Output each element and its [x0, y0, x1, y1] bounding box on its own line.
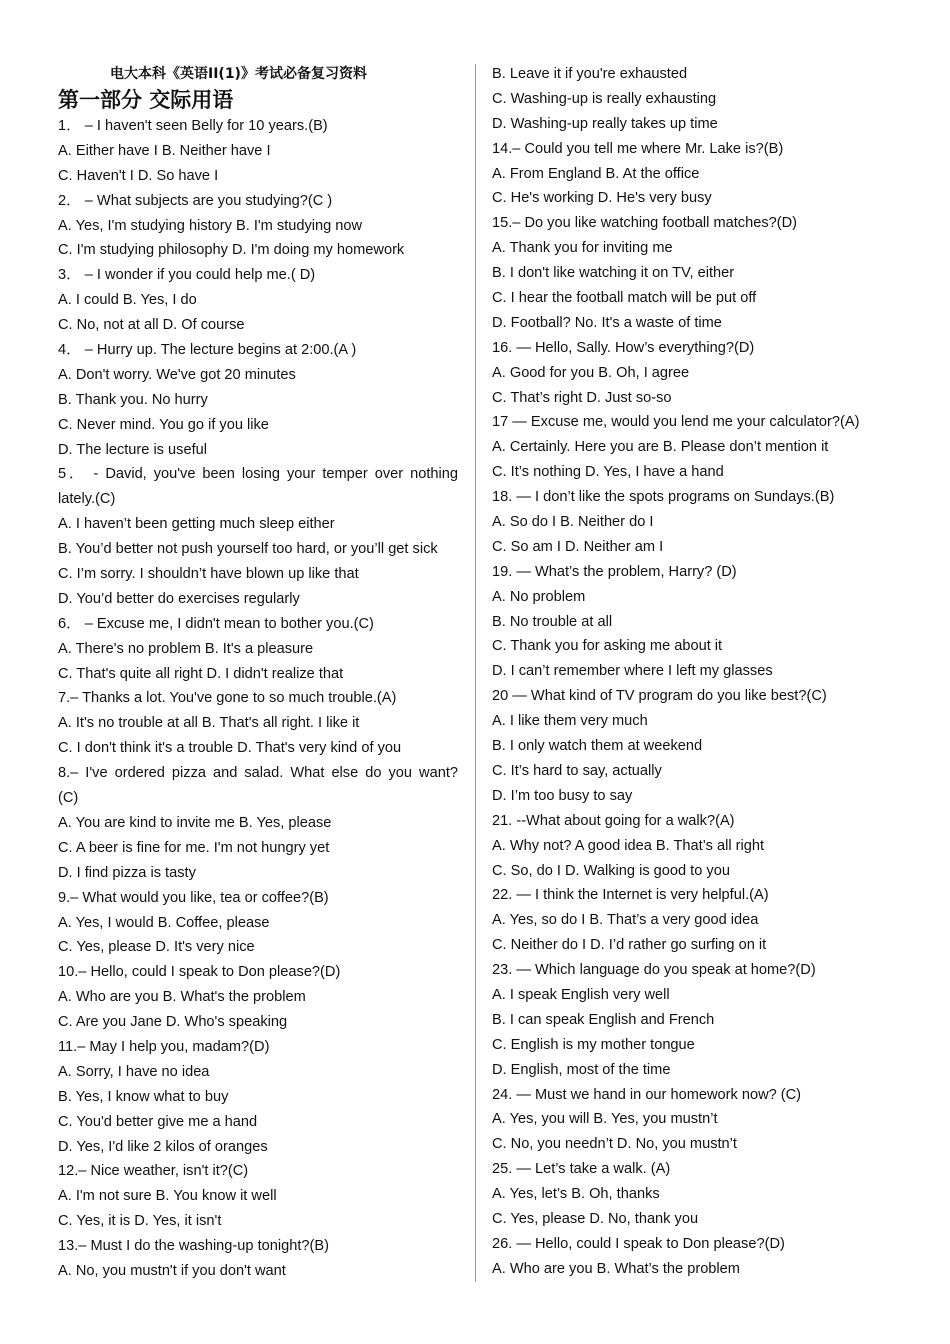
text-line: C. Washing-up is really exhausting: [492, 90, 717, 107]
text-line: C. English is my mother tongue: [492, 1036, 695, 1053]
text-line: A. I speak English very well: [492, 986, 670, 1003]
text-line: 19. — What’s the problem, Harry? (D): [492, 563, 737, 580]
text-line: 24. — Must we hand in our homework now? (C): [492, 1086, 802, 1103]
text-line: 13.– Must I do the washing-up tonight?(B): [58, 1238, 329, 1255]
text-line: B. I can speak English and French: [492, 1011, 715, 1028]
text-line: D. Washing-up really takes up time: [492, 115, 718, 132]
text-line: A. Don't worry. We've got 20 minutes: [58, 366, 296, 383]
text-line: 11.– May I help you, madam?(D): [58, 1038, 270, 1055]
text-line: 1． – I haven't seen Belly for 10 years.(B): [58, 118, 328, 134]
text-line: 17 — Excuse me, would you lend me your calculator?(A): [492, 414, 860, 431]
text-line: C. Are you Jane D. Who's speaking: [58, 1014, 288, 1031]
text-line: A. Why not? A good idea B. That’s all right: [492, 837, 765, 854]
text-line: D. I’m too busy to say: [492, 787, 633, 804]
text-line: 16. — Hello, Sally. How’s everything?(D): [492, 339, 755, 356]
text-line: C. Neither do I D. I’d rather go surfing on it: [492, 937, 767, 954]
text-line: A. So do I B. Neither do I: [492, 514, 654, 531]
text-line: 18. — I don’t like the spots programs on Sundays.(B): [492, 489, 835, 506]
text-line: 8.– I've ordered pizza and salad. What else do you want?: [58, 765, 458, 782]
text-line: A. Yes, let’s B. Oh, thanks: [492, 1186, 660, 1203]
text-line: B. Yes, I know what to buy: [58, 1088, 229, 1105]
text-line: A. Thank you for inviting me: [492, 240, 673, 257]
column-divider: [475, 64, 476, 1282]
text-line: B. I only watch them at weekend: [492, 738, 703, 755]
text-line: 9.– What would you like, tea or coffee?(B): [58, 889, 329, 906]
right-column: [492, 62, 892, 1282]
text-line: D. You’d better do exercises regularly: [58, 590, 300, 607]
text-line: A. Yes, I would B. Coffee, please: [58, 914, 270, 931]
text-line: A. From England B. At the office: [492, 165, 700, 182]
text-line: B. You’d better not push yourself too hard, or you’ll get sick: [58, 541, 438, 558]
text-line: C. You'd better give me a hand: [58, 1113, 258, 1130]
text-line: 15.– Do you like watching football matches?(D): [492, 215, 798, 232]
text-line: C. I’m sorry. I shouldn’t have blown up like that: [58, 566, 359, 583]
text-line: D. The lecture is useful: [58, 441, 207, 458]
text-line: D. I can’t remember where I left my glasses: [492, 663, 773, 680]
text-line: C. Yes, please D. It's very nice: [58, 939, 255, 956]
text-line: D. English, most of the time: [492, 1061, 671, 1078]
text-line: B. No trouble at all: [492, 613, 613, 630]
text-line: B. I don't like watching it on TV, either: [492, 265, 735, 282]
text-line: C. Thank you for asking me about it: [492, 638, 723, 655]
left-column-lines: [58, 114, 458, 1284]
text-line: A. It's no trouble at all B. That's all right. I like it: [58, 715, 360, 732]
text-line: A. Yes, you will B. Yes, you mustn’t: [492, 1111, 718, 1128]
text-line: C. So, do I D. Walking is good to you: [492, 862, 730, 879]
text-line: C. So am I D. Neither am I: [492, 538, 664, 555]
text-line: C. Yes, please D. No, thank you: [492, 1210, 699, 1227]
text-line: (C): [58, 790, 79, 807]
text-line: 4． – Hurry up. The lecture begins at 2:00.(A ): [58, 342, 357, 359]
text-line: C. Never mind. You go if you like: [58, 416, 269, 433]
text-line: B. Leave it if you're exhausted: [492, 66, 688, 82]
text-line: D. Yes, I'd like 2 kilos of oranges: [58, 1138, 268, 1155]
text-line: C. I don't think it's a trouble D. That's very kind of you: [58, 740, 402, 757]
document-title: 电大本科《英语II(1)》考试必备复习资料: [110, 66, 367, 82]
text-line: A. There's no problem B. It's a pleasure: [58, 640, 314, 657]
text-line: C. It’s hard to say, actually: [492, 762, 662, 779]
text-line: A. Who are you B. What's the problem: [58, 989, 306, 1006]
text-line: A. Certainly. Here you are B. Please don’t mention it: [492, 439, 829, 456]
text-line: A. Good for you B. Oh, I agree: [492, 364, 690, 381]
text-line: A. I'm not sure B. You know it well: [58, 1188, 277, 1205]
text-line: C. A beer is fine for me. I'm not hungry yet: [58, 839, 330, 856]
text-line: 2． – What subjects are you studying?(C ): [58, 192, 333, 209]
text-line: C. No, you needn’t D. No, you mustn’t: [492, 1136, 737, 1153]
text-line: 12.– Nice weather, isn't it?(C): [58, 1163, 249, 1180]
text-line: 7.– Thanks a lot. You've gone to so much trouble.(A): [58, 690, 397, 707]
text-line: 14.– Could you tell me where Mr. Lake is?(B): [492, 140, 784, 157]
text-line: A. You are kind to invite me B. Yes, please: [58, 814, 332, 831]
text-line: C. Haven't I D. So have I: [58, 167, 219, 184]
text-line: D. I find pizza is tasty: [58, 864, 196, 881]
text-line: 25. — Let’s take a walk. (A): [492, 1161, 671, 1178]
text-line: A. Who are you B. What’s the problem: [492, 1260, 740, 1277]
text-line: C. Yes, it is D. Yes, it isn't: [58, 1213, 222, 1230]
text-line: 22. — I think the Internet is very helpful.(A): [492, 887, 769, 904]
text-line: 6． – Excuse me, I didn't mean to bother you.(C): [58, 615, 374, 632]
text-line: C. I hear the football match will be put off: [492, 290, 757, 307]
text-line: C. He's working D. He's very busy: [492, 190, 712, 207]
text-line: A. Yes, so do I B. That’s a very good idea: [492, 912, 759, 929]
text-line: A. I haven’t been getting much sleep either: [58, 516, 335, 533]
text-line: D. Football? No. It's a waste of time: [492, 314, 722, 331]
text-line: C. No, not at all D. Of course: [58, 317, 245, 334]
text-line: 3． – I wonder if you could help me.( D): [58, 267, 316, 284]
text-line: A. Either have I B. Neither have I: [58, 142, 271, 159]
text-line: A. I could B. Yes, I do: [58, 292, 197, 309]
right-column-lines: [492, 62, 892, 1282]
text-line: 20 — What kind of TV program do you like best?(C): [492, 688, 827, 705]
text-line: A. No, you mustn't if you don't want: [58, 1262, 286, 1279]
text-line: A. Sorry, I have no idea: [58, 1063, 210, 1080]
text-line: 10.– Hello, could I speak to Don please?(D): [58, 964, 341, 981]
text-line: 5． - David, you've been losing your temper over nothing: [58, 466, 458, 483]
text-line: 21. --What about going for a walk?(A): [492, 812, 735, 829]
text-line: B. Thank you. No hurry: [58, 391, 208, 408]
text-line: C. That's quite all right D. I didn't realize that: [58, 665, 344, 682]
text-line: 23. — Which language do you speak at home?(D): [492, 962, 816, 979]
text-line: C. It’s nothing D. Yes, I have a hand: [492, 464, 724, 481]
text-line: A. I like them very much: [492, 713, 648, 730]
text-line: C. That’s right D. Just so-so: [492, 389, 672, 406]
text-line: 26. — Hello, could I speak to Don please?(D): [492, 1235, 785, 1252]
left-column: [58, 62, 458, 1284]
text-line: C. I'm studying philosophy D. I'm doing my homework: [58, 242, 405, 259]
text-line: lately.(C): [58, 491, 116, 508]
text-line: A. No problem: [492, 588, 586, 605]
section-heading: 第一部分 交际用语: [58, 87, 234, 112]
text-line: A. Yes, I'm studying history B. I'm studying now: [58, 217, 363, 234]
